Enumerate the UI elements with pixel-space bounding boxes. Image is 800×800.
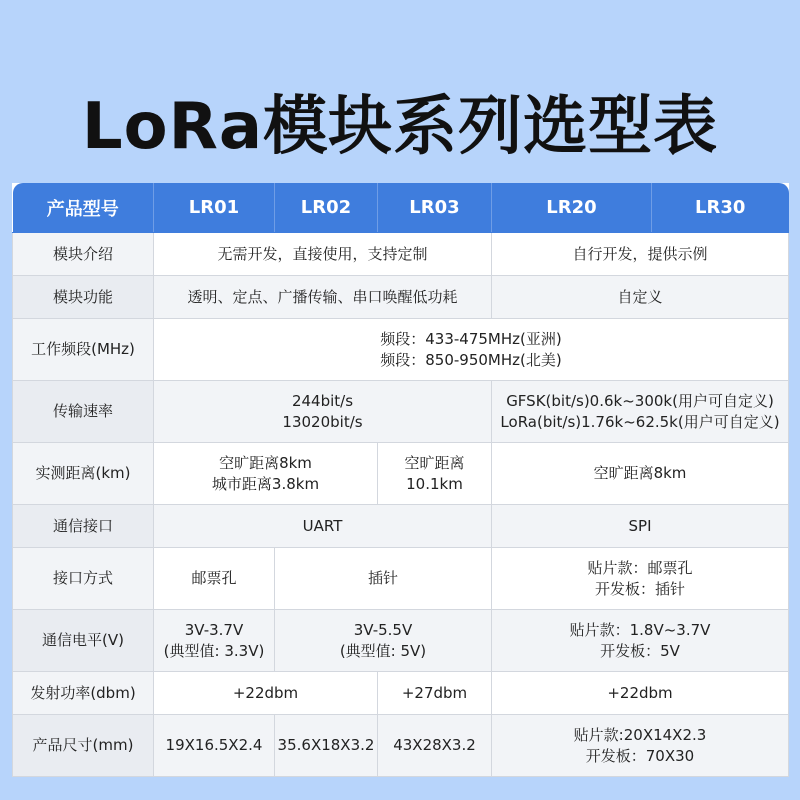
row-label-distance: 实测距离(km) [13, 443, 154, 505]
cell-voltage-lr01 [154, 610, 275, 672]
cell-intro-lr20-lr30: 自行开发，提供示例 [492, 233, 789, 276]
column-header-lr30: LR30 [652, 183, 789, 233]
cell-function-lr01-lr03: 透明、定点、广播传输、串口唤醒低功耗 [154, 276, 492, 319]
cell-frequency-all [154, 319, 789, 381]
cell-function-lr20-lr30: 自定义 [492, 276, 789, 319]
page-title: LoRa模块系列选型表 [81, 90, 719, 164]
voltage-lr01-range: 3V-3.7V [184, 620, 244, 639]
distance-open-8km: 空旷距离8km [219, 453, 312, 472]
row-label-connection: 接口方式 [13, 548, 154, 610]
row-distance [13, 443, 789, 505]
row-label-rate: 传输速率 [13, 381, 154, 443]
column-header-lr03: LR03 [378, 183, 492, 233]
rate-gfsk: GFSK(bit/s)0.6k~300k(用户可自定义) [506, 391, 774, 410]
size-smd: 贴片款:20X14X2.3 [573, 725, 707, 744]
frequency-north-america: 频段：850-950MHz(北美) [380, 350, 562, 369]
row-label-frequency: 工作频段(MHz) [13, 319, 154, 381]
voltage-smd: 贴片款：1.8V~3.7V [569, 620, 711, 639]
row-function [13, 276, 789, 319]
connection-devboard: 开发板：插针 [594, 579, 685, 598]
row-label-function: 模块功能 [13, 276, 154, 319]
row-intro [13, 233, 789, 276]
cell-rate-lr01-lr03 [154, 381, 492, 443]
cell-voltage-lr02-lr03 [275, 610, 492, 672]
row-label-interface: 通信接口 [13, 505, 154, 548]
cell-connection-lr20-lr30 [492, 548, 789, 610]
lora-spec-table [12, 183, 789, 777]
column-header-lr20: LR20 [492, 183, 652, 233]
row-interface [13, 505, 789, 548]
cell-size-lr01: 19X16.5X2.4 [154, 715, 275, 777]
cell-size-lr20-lr30 [492, 715, 789, 777]
row-voltage [13, 610, 789, 672]
row-rate [13, 381, 789, 443]
column-header-lr01: LR01 [154, 183, 275, 233]
cell-power-lr20-lr30: +22dbm [492, 672, 789, 715]
row-size [13, 715, 789, 777]
cell-size-lr03: 43X28X3.2 [378, 715, 492, 777]
cell-intro-lr01-lr03: 无需开发，直接使用，支持定制 [154, 233, 492, 276]
column-header-model: 产品型号 [13, 183, 154, 233]
distance-lr03-value: 10.1km [406, 474, 463, 493]
cell-interface-lr20-lr30: SPI [492, 505, 789, 548]
connection-smd: 贴片款：邮票孔 [587, 558, 693, 577]
cell-size-lr02: 35.6X18X3.2 [275, 715, 378, 777]
cell-rate-lr20-lr30 [492, 381, 789, 443]
row-label-size: 产品尺寸(mm) [13, 715, 154, 777]
column-header-lr02: LR02 [275, 183, 378, 233]
size-devboard: 开发板：70X30 [585, 746, 695, 765]
row-frequency [13, 319, 789, 381]
cell-interface-lr01-lr03: UART [154, 505, 492, 548]
voltage-devboard: 开发板：5V [600, 641, 680, 660]
frequency-asia: 频段：433-475MHz(亚洲) [380, 329, 562, 348]
distance-lr03-label: 空旷距离 [404, 453, 465, 472]
row-connection [13, 548, 789, 610]
row-label-power: 发射功率(dbm) [13, 672, 154, 715]
rate-lora: LoRa(bit/s)1.76k~62.5k(用户可自定义) [500, 412, 780, 431]
table-header-row [13, 183, 789, 233]
cell-power-lr01-lr02: +22dbm [154, 672, 378, 715]
cell-voltage-lr20-lr30 [492, 610, 789, 672]
cell-distance-lr20-lr30: 空旷距离8km [492, 443, 789, 505]
cell-power-lr03: +27dbm [378, 672, 492, 715]
row-label-voltage: 通信电平(V) [13, 610, 154, 672]
row-power [13, 672, 789, 715]
cell-distance-lr03 [378, 443, 492, 505]
voltage-lr02-typical: (典型值: 5V) [339, 641, 427, 660]
rate-high: 13020bit/s [282, 412, 363, 431]
row-label-intro: 模块介绍 [13, 233, 154, 276]
voltage-lr02-range: 3V-5.5V [353, 620, 413, 639]
rate-low: 244bit/s [291, 391, 354, 410]
voltage-lr01-typical: (典型值: 3.3V) [163, 641, 265, 660]
cell-distance-lr01-lr02 [154, 443, 378, 505]
cell-connection-lr01: 邮票孔 [154, 548, 275, 610]
cell-connection-lr02-lr03: 插针 [275, 548, 492, 610]
distance-city: 城市距离3.8km [211, 474, 320, 493]
